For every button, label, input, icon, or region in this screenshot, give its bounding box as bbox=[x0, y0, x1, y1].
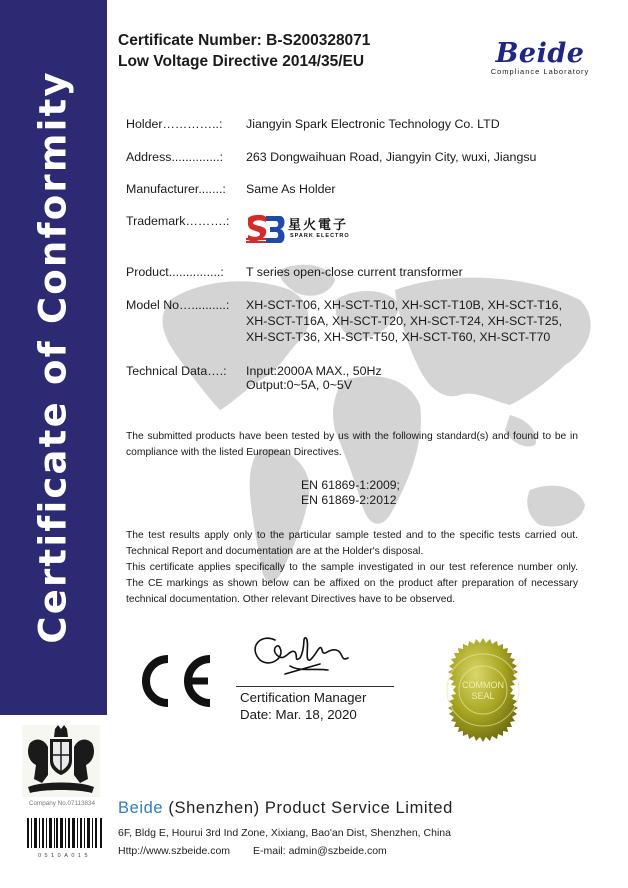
address-value: 263 Dongwaihuan Road, Jiangyin City, wuxi, Jiangsu bbox=[246, 150, 537, 164]
beide-logo-subtitle: Compliance Laboratory bbox=[490, 67, 590, 76]
beide-logo bbox=[480, 40, 600, 76]
holder-value: Jiangyin Spark Electronic Technology Co. LTD bbox=[246, 117, 500, 131]
holder-label: Holder…………..: bbox=[126, 117, 223, 131]
signature-image bbox=[240, 628, 370, 683]
disclaimer-paragraph-2: This certificate applies specifically to the sample investigated in our test reference number only. The CE markings as shown below can be affixed on the product after preparation of necessary technical documentation. Other relevant Directives have to be observed. bbox=[126, 562, 578, 605]
company-brand: Beide bbox=[118, 799, 164, 817]
spark-electro-trademark-logo bbox=[246, 214, 358, 244]
signature-line bbox=[236, 686, 394, 687]
barcode-number: 0510A015 bbox=[37, 853, 92, 859]
standards-list bbox=[301, 478, 400, 508]
compliance-statement: The submitted products have been tested by us with the following standard(s) and found to be in compliance with the listed European Directives. bbox=[126, 431, 578, 458]
disclaimer-paragraph-1: The test results apply only to the particular sample tested and to the specific tests carried out. Technical Report and documentation are at the Holder's disposal. bbox=[126, 530, 578, 557]
barcode-icon bbox=[27, 818, 102, 848]
beide-logo-brand: Beide bbox=[495, 38, 585, 69]
company-name bbox=[118, 799, 453, 818]
product-value: T series open-close current transformer bbox=[246, 265, 463, 279]
technical-line-2: Output:0~5A, 0~5V bbox=[246, 378, 353, 392]
company-name-rest: (Shenzhen) Product Service Limited bbox=[163, 799, 453, 817]
model-line-3: XH-SCT-T36, XH-SCT-T50, XH-SCT-T60, XH-SCT-T70 bbox=[246, 330, 551, 344]
model-line-1: XH-SCT-T06, XH-SCT-T10, XH-SCT-T10B, XH-SCT-T16, bbox=[246, 298, 563, 312]
company-website: Http://www.szbeide.com bbox=[118, 845, 231, 857]
address-label: Address..............: bbox=[126, 150, 224, 164]
company-address: 6F, Bldg E, Hourui 3rd Ind Zone, Xixiang, Bao'an Dist, Shenzhen, China bbox=[118, 827, 451, 839]
manufacturer-value: Same As Holder bbox=[246, 182, 336, 196]
directive-title: Low Voltage Directive 2014/35/EU bbox=[118, 53, 365, 70]
sidebar-banner bbox=[0, 0, 107, 715]
model-line-2: XH-SCT-T16A, XH-SCT-T20, XH-SCT-T24, XH-SCT-T25, bbox=[246, 314, 563, 328]
technical-label: Technical Data….: bbox=[126, 364, 227, 378]
company-email: E-mail: admin@szbeide.com bbox=[253, 845, 387, 857]
seal-common-text: COMMON bbox=[462, 680, 504, 690]
seal-seal-text: SEAL bbox=[471, 691, 495, 701]
common-seal-icon bbox=[431, 638, 535, 742]
ce-mark-icon bbox=[130, 655, 215, 707]
signoff-block bbox=[240, 689, 366, 723]
trademark-english: SPARK ELECTRO bbox=[290, 233, 350, 239]
certificate-header bbox=[118, 30, 370, 72]
signoff-date: Date: Mar. 18, 2020 bbox=[240, 707, 357, 722]
spark-s-logo-icon bbox=[246, 214, 286, 244]
manufacturer-label: Manufacturer.......: bbox=[126, 182, 226, 196]
standard-item: EN 61869-1:2009; bbox=[301, 478, 400, 492]
sidebar-title: Certificate of Conformity bbox=[31, 70, 75, 644]
standard-item: EN 61869-2:2012 bbox=[301, 493, 397, 507]
product-label: Product...............: bbox=[126, 265, 224, 279]
royal-coat-of-arms-icon bbox=[22, 725, 100, 797]
certificate-number: Certificate Number: B-S200328071 bbox=[118, 32, 371, 49]
signoff-role: Certification Manager bbox=[240, 690, 367, 705]
trademark-label: Trademark……….: bbox=[126, 214, 230, 228]
trademark-chinese: 星火電子 bbox=[288, 218, 349, 233]
model-label: Model No…..........: bbox=[126, 298, 230, 312]
technical-line-1: Input:2000A MAX., 50Hz bbox=[246, 364, 382, 378]
company-number: Company No.07113834 bbox=[28, 800, 96, 807]
